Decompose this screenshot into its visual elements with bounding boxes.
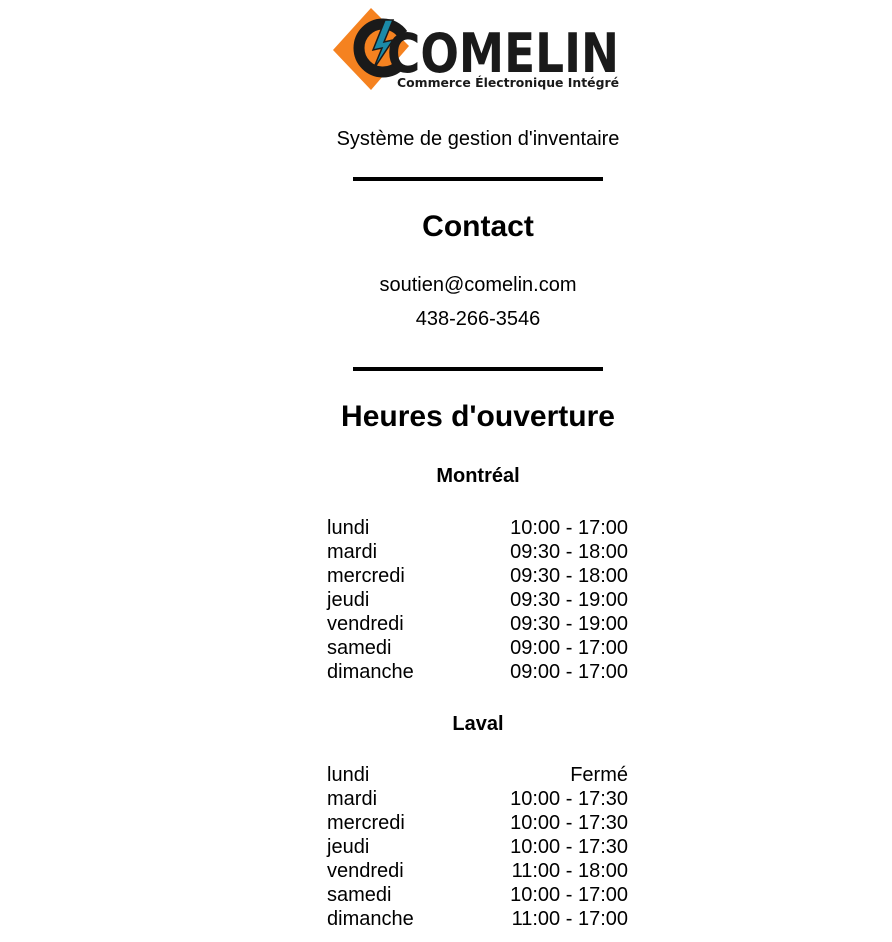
hours-row [327,859,628,883]
hours-row [327,763,628,787]
hours-row [327,811,628,835]
time-value: 09:00 - 17:00 [510,661,628,683]
time-value: 09:30 - 18:00 [510,565,628,587]
hours-row [327,883,628,907]
contact-email[interactable]: soutien@comelin.com [379,274,577,296]
day-label: lundi [327,764,370,786]
contact-phone[interactable]: 438-266-3546 [415,308,541,330]
time-value: 11:00 - 17:00 [511,908,628,930]
time-value: 11:00 - 18:00 [511,860,628,882]
hours-row [327,787,628,811]
hours-row [327,907,628,931]
time-value: 10:00 - 17:30 [510,788,628,810]
time-value: 09:30 - 18:00 [510,541,628,563]
day-label: vendredi [327,860,404,882]
city-heading-montreal: Montréal [436,465,520,487]
city-heading-laval: Laval [452,713,504,735]
day-label: jeudi [327,589,370,611]
time-value: 10:00 - 17:00 [510,884,628,906]
hours-row [327,540,628,564]
day-label: dimanche [327,661,414,683]
time-value: 09:30 - 19:00 [510,589,628,611]
time-value: 10:00 - 17:30 [510,812,628,834]
day-label: vendredi [327,613,404,635]
day-label: samedi [327,637,392,659]
hours-table-laval [327,763,628,931]
day-label: mardi [327,788,378,810]
day-label: mercredi [327,565,405,587]
page-subtitle: Système de gestion d'inventaire [336,128,620,150]
logo-tagline: Commerce Électronique Intégré [397,76,612,90]
hours-table-montreal [327,516,628,684]
comelin-logo [333,6,623,94]
day-label: samedi [327,884,392,906]
hours-row [327,516,628,540]
day-label: lundi [327,517,370,539]
hours-heading: Heures d'ouverture [341,400,615,433]
time-value: 09:30 - 19:00 [510,613,628,635]
hours-row [327,612,628,636]
day-label: dimanche [327,908,414,930]
day-label: mardi [327,541,378,563]
hours-row [327,660,628,684]
day-label: jeudi [327,836,370,858]
time-value: 10:00 - 17:30 [510,836,628,858]
hours-row [327,636,628,660]
hours-row [327,835,628,859]
logo-wordmark: COMELIN [387,22,619,85]
divider [353,177,603,181]
contact-heading: Contact [422,210,534,243]
divider [353,367,603,371]
time-value: 10:00 - 17:00 [510,517,628,539]
hours-row [327,564,628,588]
hours-row [327,588,628,612]
time-value: 09:00 - 17:00 [510,637,628,659]
time-value: Fermé [570,764,628,786]
day-label: mercredi [327,812,405,834]
